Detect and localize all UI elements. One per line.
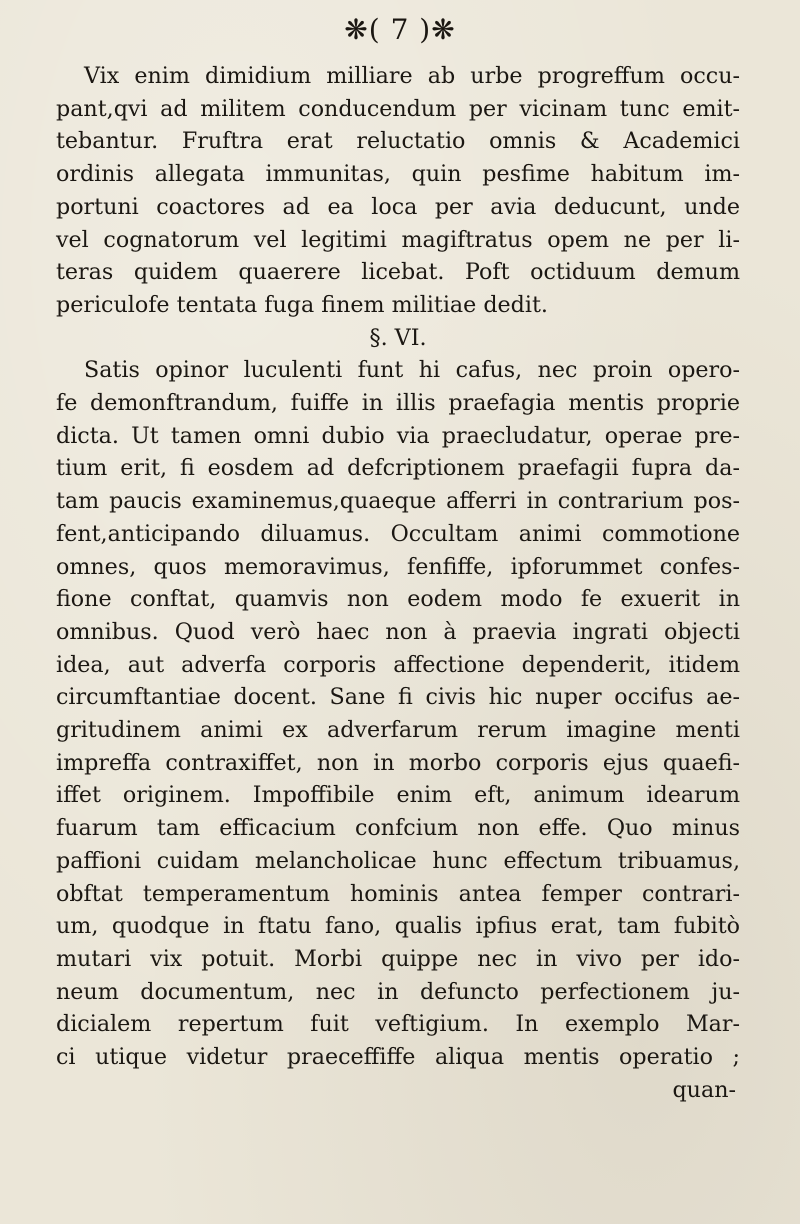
text-line: omnes, quos memoravimus, fenfiffe, ipforummet confes- bbox=[56, 553, 740, 580]
paragraph-1 bbox=[56, 60, 740, 322]
text-line: um, quodque in ftatu fano, qualis ipfius erat, tam fubitò bbox=[56, 913, 740, 940]
text-line: ci utique videtur praeceffiffe aliqua mentis operatio ; bbox=[56, 1044, 740, 1071]
text-line: mutari vix potuit. Morbi quippe nec in vivo per ido- bbox=[56, 945, 740, 972]
text-line: portuni coactores ad ea loca per avia deducunt, unde bbox=[56, 193, 740, 220]
text-line: circumftantiae docent. Sane fi civis hic nuper occifus ae- bbox=[56, 684, 740, 711]
text-line: Vix enim dimidium milliare ab urbe progreffum occu- bbox=[84, 63, 740, 89]
paragraph-2 bbox=[56, 354, 740, 1073]
section-heading: §. VI. bbox=[369, 324, 427, 351]
text-line: neum documentum, nec in defuncto perfectionem ju- bbox=[56, 978, 740, 1005]
text-line: fe demonftrandum, fuiffe in illis praefagia mentis proprie bbox=[56, 390, 740, 417]
text-line: fione conftat, quamvis non eodem modo fe exuerit in bbox=[56, 586, 740, 613]
page-header: ❋( 7 )❋ bbox=[344, 13, 456, 46]
text-line: paffioni cuidam melancholicae hunc effectum tribuamus, bbox=[56, 847, 740, 874]
body-text bbox=[56, 60, 740, 1107]
text-line: ordinis allegata immunitas, quin pesfime habitum im- bbox=[56, 161, 740, 188]
text-line: pant,qvi ad militem conducendum per vicinam tunc emit- bbox=[56, 95, 740, 122]
text-line: impreffa contraxiffet, non in morbo corporis ejus quaefi- bbox=[56, 749, 740, 776]
text-line: omnibus. Quod verò haec non à praevia ingrati objecti bbox=[56, 618, 740, 645]
text-line: tium erit, fi eosdem ad defcriptionem praefagii fupra da- bbox=[56, 455, 740, 482]
text-line: dicialem repertum fuit veftigium. In exemplo Mar- bbox=[56, 1011, 740, 1038]
text-line: tebantur. Fruftra erat reluctatio omnis & Academici bbox=[56, 128, 740, 155]
text-line: gritudinem animi ex adverfarum rerum imagine menti bbox=[56, 717, 740, 744]
text-line: fent,anticipando diluamus. Occultam animi commotione bbox=[56, 520, 740, 547]
text-line: fuarum tam efficacium confcium non effe. Quo minus bbox=[56, 815, 740, 842]
text-line: teras quidem quaerere licebat. Poft octiduum demum bbox=[56, 259, 740, 286]
text-line: idea, aut adverfa corporis affectione dependerit, itidem bbox=[56, 651, 740, 678]
text-line: iffet originem. Impoffibile enim eft, animum idearum bbox=[56, 782, 740, 809]
text-line: tam paucis examinemus,quaeque afferri in contrarium pos- bbox=[56, 488, 740, 515]
text-line: dicta. Ut tamen omni dubio via praecludatur, operae pre- bbox=[56, 422, 740, 449]
catchword: quan- bbox=[672, 1076, 736, 1103]
text-line: periculofe tentata fuga finem militiae dedit. bbox=[56, 291, 548, 318]
text-line: obftat temperamentum hominis antea femper contrari- bbox=[56, 880, 740, 907]
text-line: Satis opinor luculenti funt hi cafus, nec proin opero- bbox=[84, 357, 740, 384]
text-line: vel cognatorum vel legitimi magiftratus opem ne per li- bbox=[56, 226, 740, 253]
